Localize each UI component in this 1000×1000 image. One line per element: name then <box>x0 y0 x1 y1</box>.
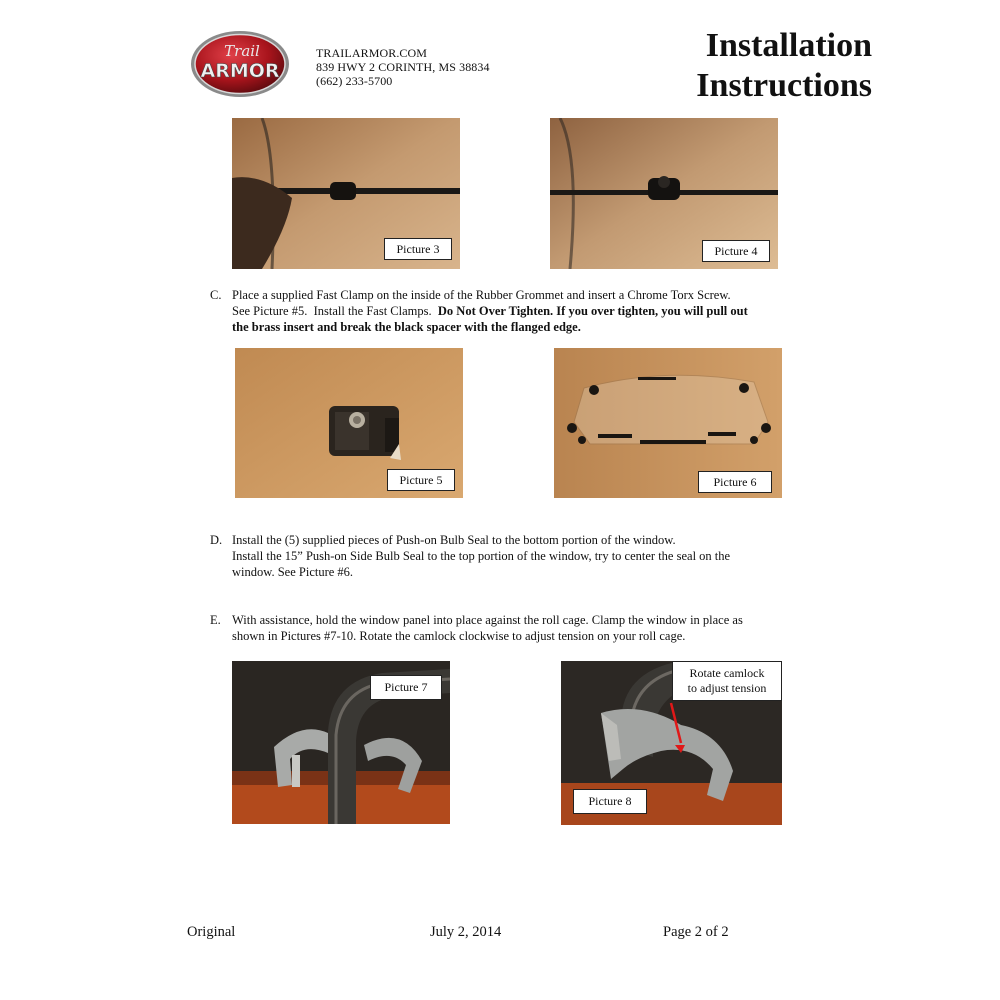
step-d-line-1: Install the (5) supplied pieces of Push-on Bulb Seal to the bottom portion of the window. <box>232 533 676 547</box>
footer-date: July 2, 2014 <box>430 924 502 940</box>
caption-picture-6: Picture 6 <box>698 471 772 493</box>
caption-picture-8: Picture 8 <box>573 789 647 814</box>
picture-7 <box>232 661 450 824</box>
step-d-line-2: Install the 15” Push-on Side Bulb Seal to the top portion of the window, try to center the seal on the <box>232 549 731 563</box>
picture-6 <box>554 348 782 498</box>
page-title: Installation Instructions <box>696 27 872 104</box>
picture-4 <box>550 118 778 269</box>
step-e-line-2: shown in Pictures #7-10. Rotate the camlock clockwise to adjust tension on your roll cage. <box>232 629 686 643</box>
caption-picture-7: Picture 7 <box>370 675 442 700</box>
step-e-letter: E. <box>210 613 221 627</box>
step-c-letter: C. <box>210 288 222 302</box>
picture-5 <box>235 348 463 498</box>
step-c-line-1: Place a supplied Fast Clamp on the inside of the Rubber Grommet and insert a Chrome Torx Screw. <box>232 288 731 302</box>
svg-text:ARMOR: ARMOR <box>200 60 280 82</box>
step-c-line-2: See Picture #5. Install the Fast Clamps. Do Not Over Tighten. If you over tighten, you will pull out <box>232 304 748 318</box>
caption-picture-5: Picture 5 <box>387 469 455 491</box>
rotate-camlock-callout: Rotate camlock to adjust tension <box>672 661 782 701</box>
trail-armor-logo <box>190 30 290 98</box>
picture-3 <box>232 118 460 269</box>
phone: (662) 233-5700 <box>316 74 393 88</box>
step-d-letter: D. <box>210 533 223 547</box>
footer-page-number: Page 2 of 2 <box>663 924 729 940</box>
caption-picture-4: Picture 4 <box>702 240 770 262</box>
contact-info <box>316 46 490 88</box>
website: TRAILARMOR.COM <box>316 46 428 60</box>
caption-picture-3: Picture 3 <box>384 238 452 260</box>
address: 839 HWY 2 CORINTH, MS 38834 <box>316 60 490 74</box>
step-c-line-3: the brass insert and break the black spacer with the flanged edge. <box>232 320 581 334</box>
footer-left: Original <box>187 924 236 940</box>
picture-8 <box>561 661 782 825</box>
step-d-line-3: window. See Picture #6. <box>232 565 354 579</box>
svg-text:Trail: Trail <box>224 42 260 60</box>
step-e-line-1: With assistance, hold the window panel into place against the roll cage. Clamp the window in place as <box>232 613 743 627</box>
warning-text: Do Not Over Tighten. If you over tighten, you will pull out <box>437 304 748 318</box>
